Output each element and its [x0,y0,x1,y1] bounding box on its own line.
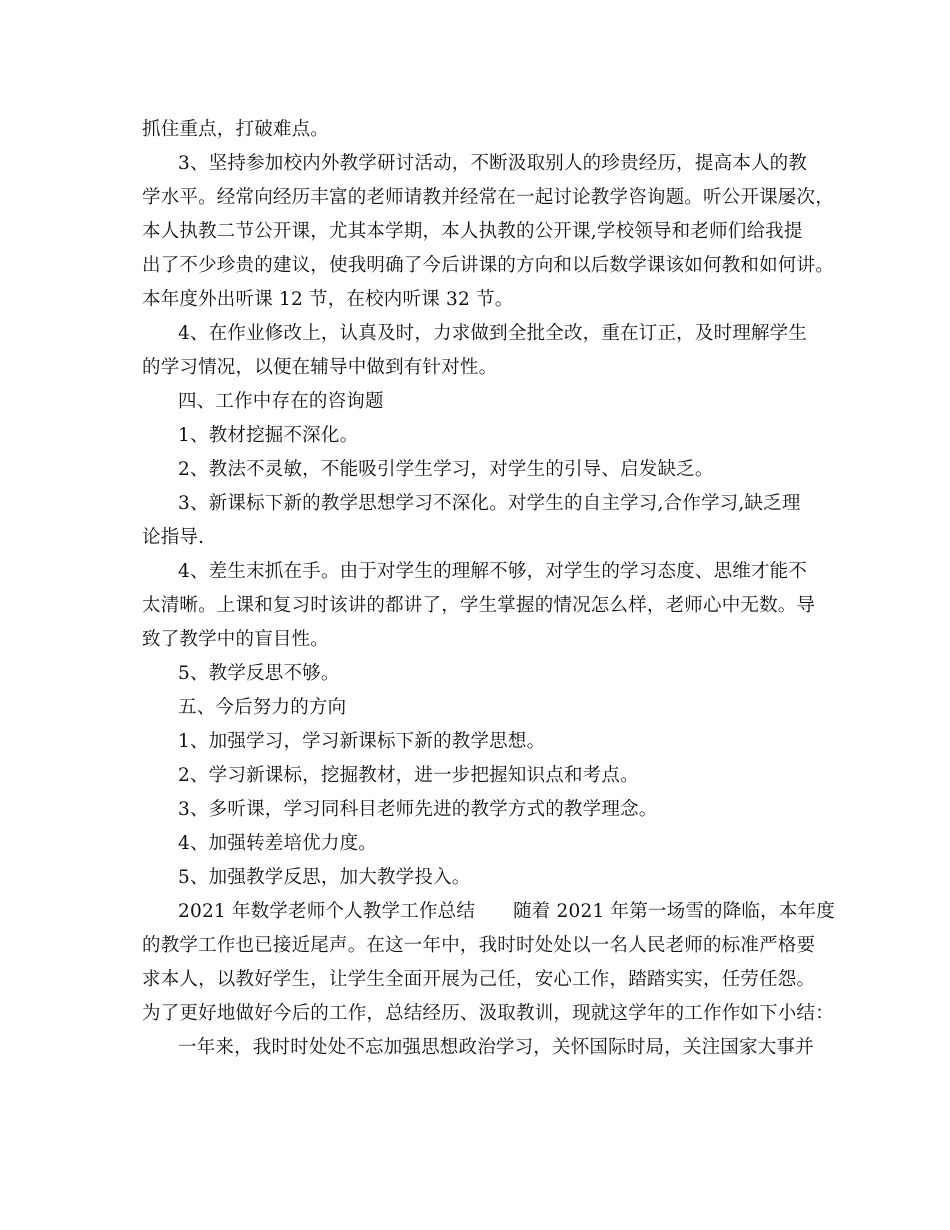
paragraph-line: 抓住重点，打破难点。 [142,119,330,140]
list-item: 3、多听课，学习同科目老师先进的教学方式的教学理念。 [178,799,658,820]
paragraph-line: 论指导. [142,527,205,548]
paragraph-line: 4、在作业修改上，认真及时，力求做到全批全改，重在订正，及时理解学生 [178,323,808,344]
paragraph-line: 出了不少珍贵的建议，使我明确了今后讲课的方向和以后数学课该如何教和如何讲。 [142,255,834,276]
paragraph-line: 的学习情况，以便在辅导中做到有针对性。 [142,357,498,378]
paragraph-line: 太清晰。上课和复习时该讲的都讲了，学生掌握的情况怎么样，老师心中无数。导 [142,595,816,616]
paragraph-line: 的教学工作也已接近尾声。在这一年中，我时时处处以一名人民老师的标准严格要 [142,935,816,956]
list-item: 5、教学反思不够。 [178,663,340,684]
paragraph-line: 求本人，以教好学生，让学生全面开展为己任，安心工作，踏踏实实，任劳任怨。 [142,969,816,990]
paragraph-line: 本年度外出听课 12 节，在校内听课 32 节。 [142,289,514,310]
list-item: 2、教法不灵敏，不能吸引学生学习，对学生的引导、启发缺乏。 [178,459,714,480]
paragraph-line: 为了更好地做好今后的工作，总结经历、汲取教训，现就这学年的工作作如下小结： [142,1003,834,1024]
list-item: 1、加强学习，学习新课标下新的教学思想。 [178,731,546,752]
paragraph-line: 致了教学中的盲目性。 [142,629,330,650]
list-item: 5、加强教学反思，加大教学投入。 [178,867,471,888]
list-item: 4、加强转差培优力度。 [178,833,377,854]
paragraph-line: 3、坚持参加校内外教学研讨活动，不断汲取别人的珍贵经历，提高本人的教 [178,153,808,174]
list-item: 2、学习新课标，挖掘教材，进一步把握知识点和考点。 [178,765,639,786]
section-heading: 四、工作中存在的咨询题 [178,391,384,412]
list-item: 1、教材挖掘不深化。 [178,425,359,446]
paragraph-line: 学水平。经常向经历丰富的老师请教并经常在一起讨论教学咨询题。听公开课屡次， [142,187,834,208]
document-title: 2021 年数学老师个人教学工作总结 [178,901,476,922]
paragraph-text: 随着 2021 年第一场雪的降临，本年度 [513,901,835,922]
paragraph-line: 一年来，我时时处处不忘加强思想政治学习，关怀国际时局，关注国家大事并 [178,1037,814,1058]
list-item: 4、差生末抓在手。由于对学生的理解不够，对学生的学习态度、思维才能不 [178,561,808,582]
paragraph-line: 本人执教二节公开课，尤其本学期，本人执教的公开课,学校领导和老师们给我提 [142,221,803,242]
list-item: 3、新课标下新的教学思想学习不深化。对学生的自主学习,合作学习,缺乏理 [178,493,801,514]
title-line [178,900,868,924]
section-heading: 五、今后努力的方向 [178,697,347,718]
